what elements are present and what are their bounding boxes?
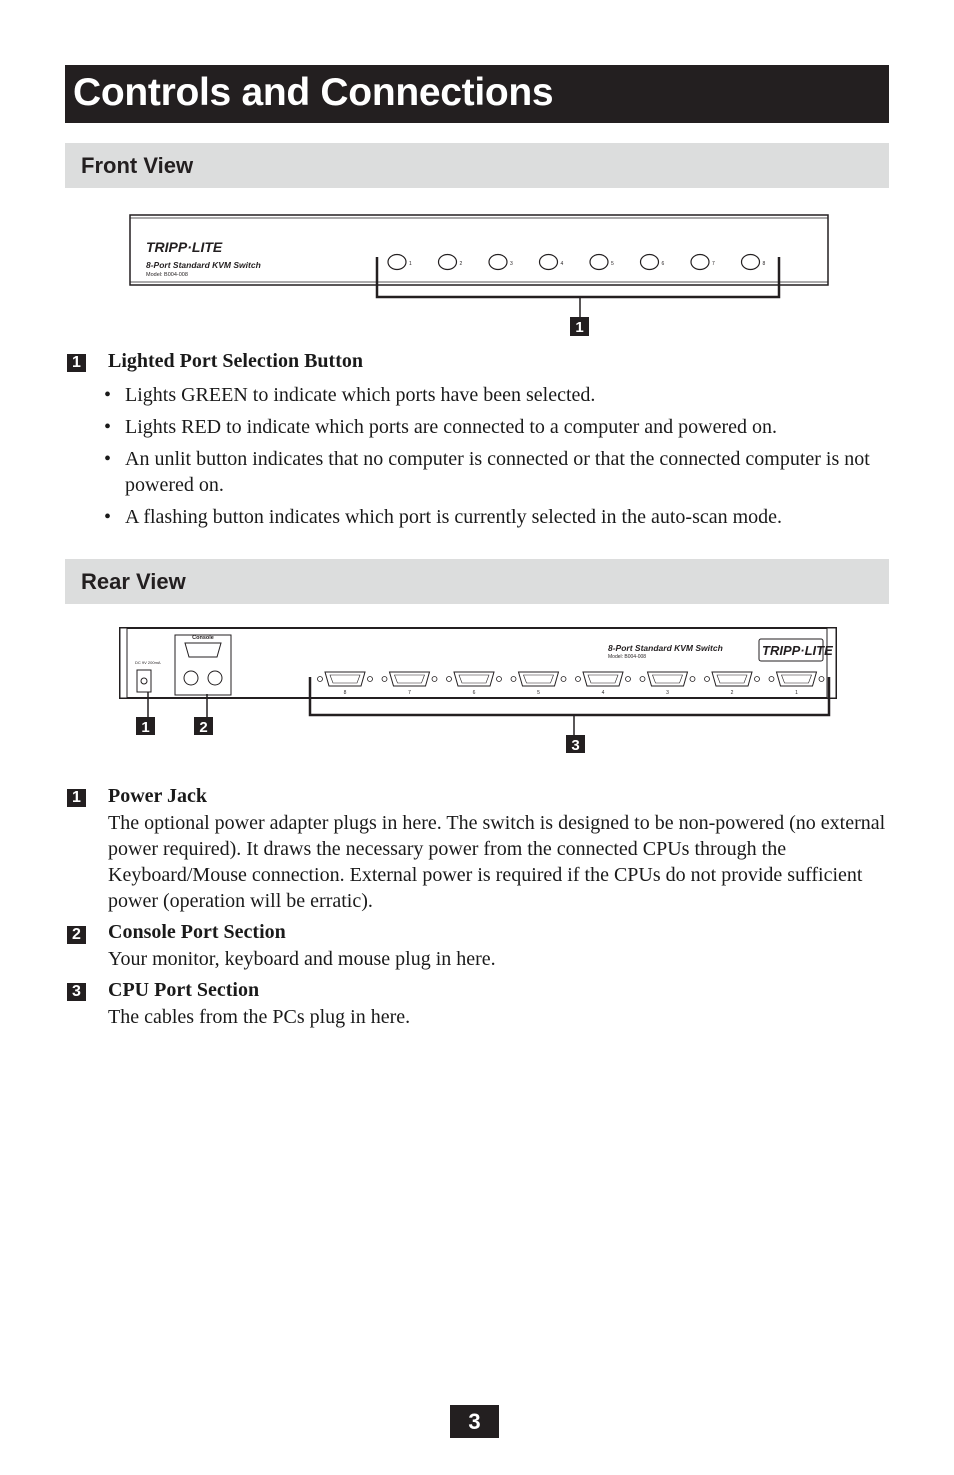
front-view-header: [65, 143, 889, 188]
front-item-number: 1: [67, 354, 86, 372]
bullet-item: • A flashing button indicates which port is currently selected in the auto-scan mode.: [104, 506, 783, 528]
rear-view-header: [65, 559, 889, 604]
rear-item-3-title: CPU Port Section: [108, 979, 260, 1001]
bullet-item: • Lights RED to indicate which ports are connected to a computer and powered on.: [104, 416, 778, 438]
svg-text:5: 5: [537, 690, 540, 696]
svg-text:8: 8: [762, 261, 766, 267]
front-item-bullets: [104, 382, 894, 536]
svg-text:3: 3: [666, 690, 669, 696]
rear-item-3-body: The cables from the PCs plug in here.: [108, 1006, 411, 1028]
rear-model-label: Model: B004-008: [608, 654, 647, 660]
svg-text:4: 4: [601, 690, 605, 696]
svg-text:7: 7: [712, 261, 715, 267]
svg-text:8: 8: [343, 690, 347, 696]
front-view-diagram: [125, 205, 835, 340]
front-item-title: Lighted Port Selection Button: [108, 350, 363, 372]
svg-text:1: 1: [795, 690, 798, 696]
bullet-item: • Lights GREEN to indicate which ports have been selected.: [104, 384, 596, 406]
svg-text:5: 5: [611, 261, 614, 267]
svg-text:7: 7: [408, 690, 411, 696]
rear-item-3-number: 3: [67, 983, 86, 1001]
svg-text:4: 4: [560, 261, 564, 267]
svg-text:2: 2: [730, 690, 734, 696]
rear-item-1-title: Power Jack: [108, 785, 208, 807]
svg-text:6: 6: [661, 261, 665, 267]
rear-item-2-body: Your monitor, keyboard and mouse plug in here.: [108, 948, 496, 970]
page-number: 3: [450, 1405, 499, 1438]
svg-text:TRIPP·LITE: TRIPP·LITE: [762, 643, 833, 658]
rear-callout-2: 2: [199, 719, 208, 736]
console-label: Console: [192, 635, 214, 641]
svg-text:3: 3: [510, 261, 513, 267]
front-product-name: 8-Port Standard KVM Switch: [146, 260, 261, 270]
rear-view-heading: Rear View: [81, 569, 186, 594]
front-brand-logo: [146, 239, 223, 255]
dc-jack-label: DC 9V 200mA: [135, 660, 161, 665]
front-view-heading: Front View: [81, 153, 194, 178]
rear-callout-3: 3: [571, 737, 580, 754]
svg-text:6: 6: [472, 690, 476, 696]
svg-text:2: 2: [459, 261, 463, 267]
rear-item-2-title: Console Port Section: [108, 921, 286, 943]
rear-item-1-number: 1: [67, 789, 86, 807]
rear-item-1-body: The optional power adapter plugs in here. The switch is designed to be non-powered (no external power required). It draws the necessary power from the connected CPUs through the Keyboard/Mouse connection. External power is required if the CPUs do not provide sufficient power (operation will be erratic).: [108, 812, 886, 912]
rear-item-2-number: 2: [67, 926, 86, 944]
page-title: Controls and Connections: [73, 71, 554, 114]
svg-text:TRIPP·LITE: TRIPP·LITE: [146, 239, 223, 255]
front-callout-1: 1: [575, 319, 584, 336]
rear-callout-1: 1: [141, 719, 150, 736]
bullet-item: • An unlit button indicates that no computer is connected or that the connected computer is not powered on.: [104, 448, 870, 496]
rear-product-name: 8-Port Standard KVM Switch: [608, 643, 723, 653]
front-model-label: Model: B004-008: [146, 272, 188, 278]
svg-text:1: 1: [409, 261, 412, 267]
rear-brand-logo: [762, 643, 833, 658]
page-title-bar: [65, 65, 889, 123]
rear-view-diagram: [115, 622, 845, 762]
